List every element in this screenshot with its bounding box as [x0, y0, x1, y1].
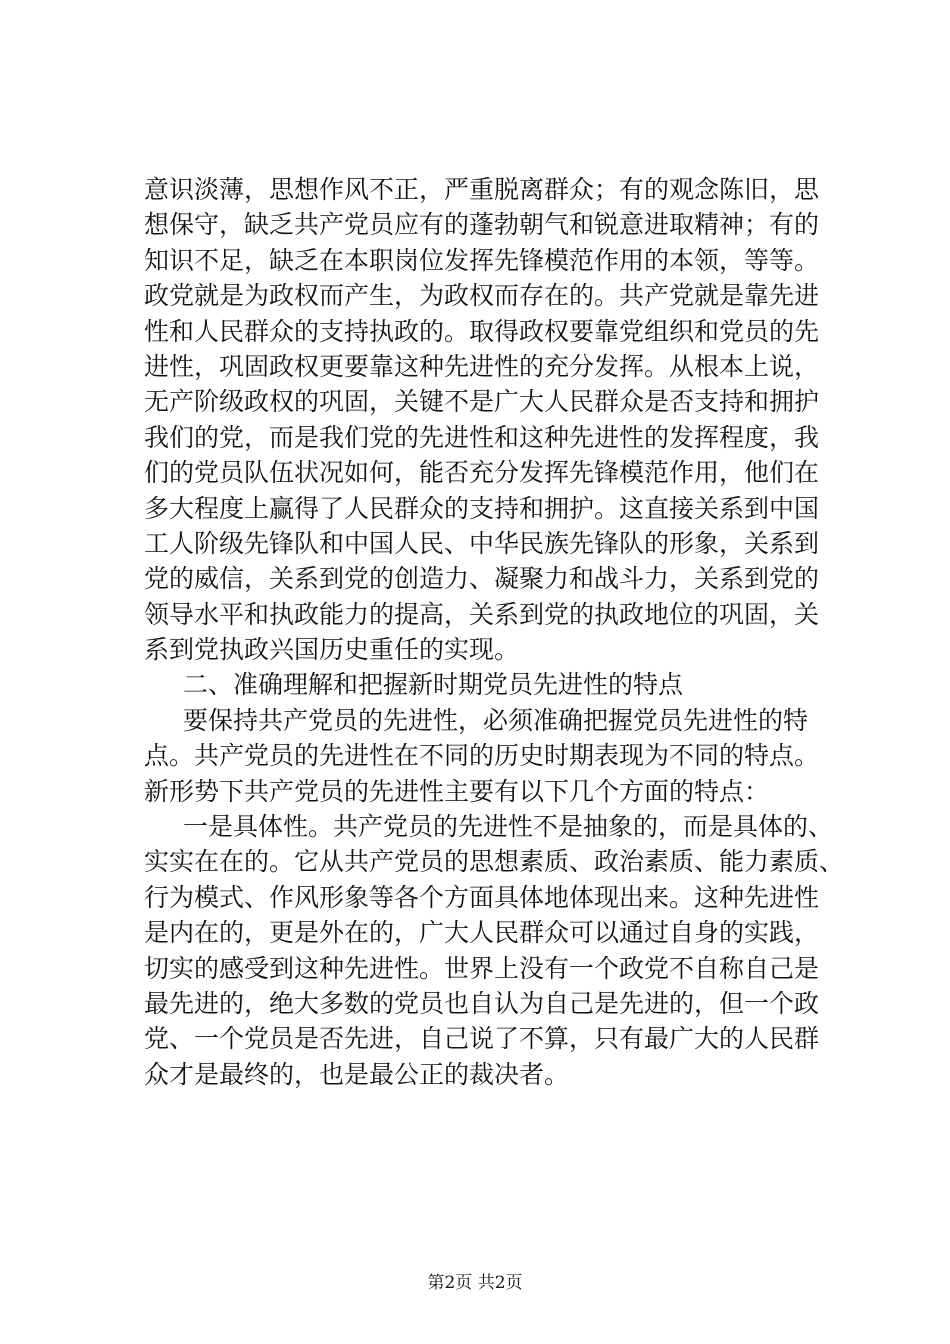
- text-line: 党的威信，关系到党的创造力、凝聚力和战斗力，关系到党的: [144, 564, 820, 594]
- text-line: 工人阶级先锋队和中国人民、中华民族先锋队的形象，关系到: [144, 528, 820, 558]
- document-body: [144, 172, 845, 1092]
- text-line: 新形势下共产党员的先进性主要有以下几个方面的特点：: [144, 776, 770, 806]
- text-line: 想保守，缺乏共产党员应有的蓬勃朝气和锐意进取精神；有的: [144, 210, 820, 240]
- text-line: 一是具体性。共产党员的先进性不是抽象的，而是具体的、: [183, 812, 834, 842]
- text-line: 最先进的，绝大多数的党员也自认为自己是先进的，但一个政: [144, 988, 820, 1018]
- text-line: 点。共产党员的先进性在不同的历史时期表现为不同的特点。: [144, 741, 820, 771]
- text-line: 实实在在的。它从共产党员的思想素质、政治素质、能力素质、: [144, 847, 845, 877]
- text-line: 进性，巩固政权更要靠这种先进性的充分发挥。从根本上说，: [144, 351, 820, 381]
- text-line: 我们的党，而是我们党的先进性和这种先进性的发挥程度，我: [144, 422, 820, 452]
- text-line: 切实的感受到这种先进性。世界上没有一个政党不自称自己是: [144, 953, 820, 983]
- text-line: 系到党执政兴国历史重任的实现。: [144, 635, 520, 665]
- text-line: 知识不足，缺乏在本职岗位发挥先锋模范作用的本领，等等。: [144, 245, 820, 275]
- text-line: 多大程度上赢得了人民群众的支持和拥护。这直接关系到中国: [144, 493, 820, 523]
- text-line: 无产阶级政权的巩固，关键不是广大人民群众是否支持和拥护: [144, 387, 820, 417]
- text-line: 性和人民群众的支持执政的。取得政权要靠党组织和党员的先: [144, 316, 820, 346]
- text-line: 众才是最终的，也是最公正的裁决者。: [144, 1059, 570, 1089]
- section-heading: 二、准确理解和把握新时期党员先进性的特点: [183, 670, 684, 700]
- text-line: 们的党员队伍状况如何，能否充分发挥先锋模范作用，他们在: [144, 458, 820, 488]
- text-line: 要保持共产党员的先进性，必须准确把握党员先进性的特: [183, 705, 809, 735]
- text-line: 是内在的，更是外在的，广大人民群众可以通过自身的实践，: [144, 918, 820, 948]
- text-line: 行为模式、作风形象等各个方面具体地体现出来。这种先进性: [144, 882, 820, 912]
- page-number-footer: 第2页 共2页: [427, 1273, 523, 1293]
- text-line: 领导水平和执政能力的提高，关系到党的执政地位的巩固，关: [144, 599, 820, 629]
- text-line: 意识淡薄，思想作风不正，严重脱离群众；有的观念陈旧，思: [144, 175, 820, 204]
- text-line: 党、一个党员是否先进，自己说了不算，只有最广大的人民群: [144, 1024, 820, 1054]
- text-line: 政党就是为政权而产生，为政权而存在的。共产党就是靠先进: [144, 281, 820, 311]
